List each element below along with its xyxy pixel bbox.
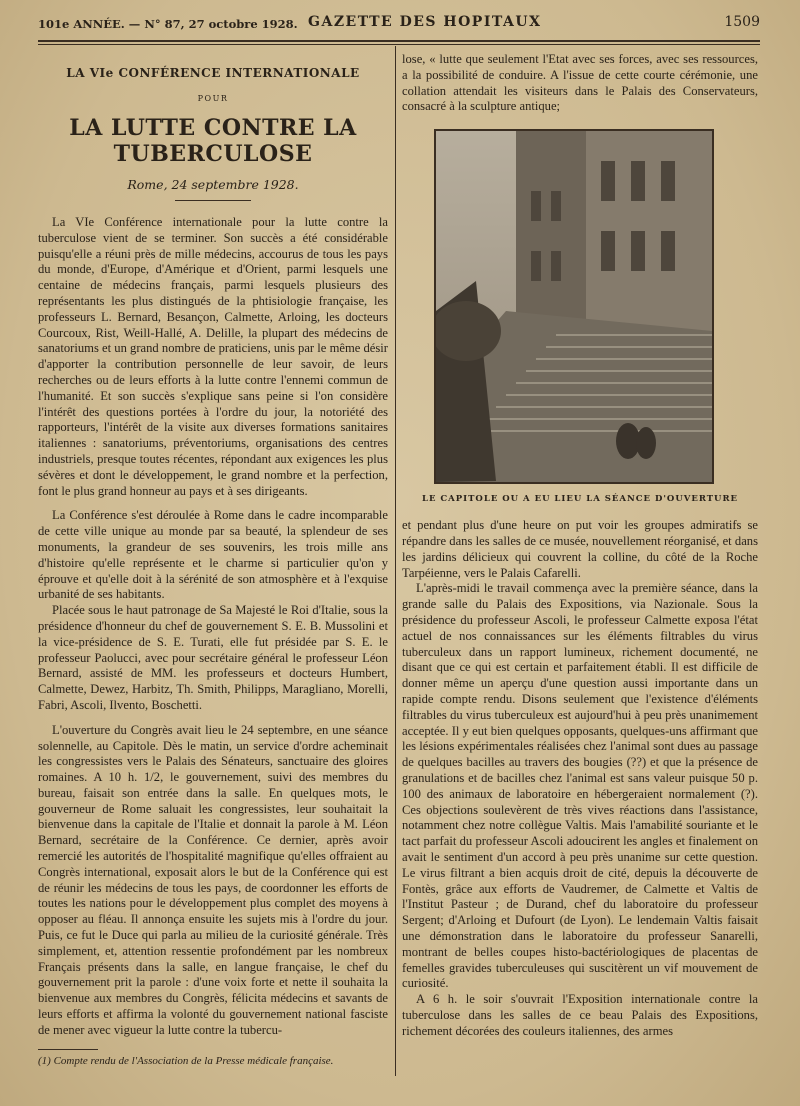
paragraph-1: La VIe Conférence internationale pour la lutte contre la tuberculose vient de se terminer. Son succès a été considérable puisqu'elle a réuni près de mille médecins, accourus de tous les pays du monde, d'Europe, d'Amérique et d'Orient, parmi lesquels une centaine de médecins français, parmi lesquels plusieurs des représentants les plus distingués de la phtisiologie française, les professeurs L. Bernard, Besançon, Calmette, Arloing, les docteurs Courcoux, Rist, Weill-Hallé, A. Delille, la plupart des médecins de sanatoriums et un grand nombre de praticiens, unis par le même désir d'apporter la contribution personnelle de leur savoir, de leurs recherches ou de leurs efforts à la lutte contre l'ennemi commun de l'humanité. Et son succès s'explique sans peine si l'on considère l'intérêt des questions portées à l'ordre du jour, la notoriété des rapporteurs, l'intérêt de la visite aux diverses formations sanitaires italiennes : sanatoriums, préventoriums, organisations des centres industriels, presque toutes récentes, répondant aux exigences les plus sévères et dont le développement, le grand nombre et la perfection, font le plus grand honneur au pays et à ses dirigeants.	[38, 215, 388, 498]
title-rule	[175, 200, 251, 201]
article-pour: POUR	[197, 94, 229, 103]
article-title: LA LUTTE CONTRE LA TUBERCULOSE	[69, 115, 357, 167]
paragraph-3: Placée sous le haut patronage de Sa Majesté le Roi d'Italie, sous la présidence d'honneur du chef de gouvernement S. E. B. Mussolini et la vice-présidence de S. E. Turati, elle fut présidée par S. E. le professeur Paolucci, avec pour secrétaire général le professeur Léon Bernard, assisté de MM. les professeurs et docteurs Humbert, Calmette, Dewez, Harbitz, Th. Smith, Philipps, Maragliano, Morelli, Fabri, Ascoli, Ilvento, Boschetti.	[38, 603, 388, 712]
issue-info: 101e ANNÉE. — N° 87, 27 octobre 1928.	[38, 17, 298, 31]
header-rule-thin	[38, 44, 760, 45]
right-paragraph-1: lose, « lutte que seulement l'Etat avec ses forces, avec ses ressources, a la possibilité de conduire. A l'issue de cette courte cérémonie, une collation attendait les visiteurs dans le Palais des Conservateurs, consacré à la sculpture antique;	[402, 52, 758, 114]
capitol-photo	[434, 129, 714, 484]
header-rule	[38, 40, 760, 42]
right-column	[402, 48, 758, 1039]
journal-title: GAZETTE DES HOPITAUX	[308, 14, 542, 30]
page-number: 1509	[724, 14, 760, 30]
photo-caption: LE CAPITOLE OU A EU LIEU LA SÉANCE D'OUVERTURE	[421, 494, 739, 505]
article-kicker: LA VIe CONFÉRENCE INTERNATIONALE	[66, 66, 360, 80]
paragraph-4: L'ouverture du Congrès avait lieu le 24 septembre, en une séance solennelle, au Capitole. Dès le matin, un service d'ordre acheminait les congressistes vers le Palais des Sénateurs, sanctuaire des gloires romaines. A 10 h. 1/2, le gouvernement, suivi des membres du bureau, faisait son entrée dans la salle. En quelques mots, le gouverneur de Rome saluait les congressistes, leur souhaitait la bienvenue dans la capitale de l'Italie et donnait la parole à M. Léon Bernard, secrétaire de la Conférence. Ce dernier, après avoir remercié les autorités de l'hospitalité magnifique qu'elles offraient au Congrès international, exposait alors le but de la Conférence qui est de réunir les médecins de tous les pays, de coordonner les efforts de toutes les nations pour le développement plus complet des moyens à opposer au fléau. Il annonça ensuite les sujets mis à l'ordre du jour. Puis, ce fut le Duce qui parla au milieu de la curiosité générale. Très simplement, et, attention ressentie profondément par les nombreux Français présents dans la salle, en langue française, le chef du gouvernement prit la parole : d'une voix forte et nette il souhaita la bienvenue aux membres du Congrès, félicita médecins et savants de leurs efforts et affirma la volonté du gouvernement national fasciste de mener avec vigueur la lutte contre la tubercu-	[38, 722, 388, 1037]
right-paragraph-4: A 6 h. le soir s'ouvrait l'Exposition internationale contre la tuberculose dans les salles de ce beau Palais des Expositions, richement décorées des couleurs italiennes, des armes	[402, 992, 758, 1038]
left-column	[38, 48, 388, 1068]
right-paragraph-2: et pendant plus d'une heure on put voir les groupes admiratifs se répandre dans les salles de ce musée, nouvellement réorganisé, et dans les jardins délicieux qui couvrent la colline, du côté de la Roche Tarpéienne, vers le Palais Cafarelli.	[402, 518, 758, 580]
capitol-stairs-image	[436, 131, 712, 482]
article-dateline: Rome, 24 septembre 1928.	[127, 177, 299, 192]
right-paragraph-3: L'après-midi le travail commença avec la première séance, dans la grande salle du Palais des Expositions, via Nazionale. Sous la présidence du professeur Ascoli, le professeur Calmette exposa l'état actuel de nos connaissances sur les éléments filtrables du virus tuberculeux dans un rapport lumineux, richement documenté, ne disant que ce qui est certain et parfaitement établi. Il est difficile de donner même un aperçu d'une question aussi importante dans un rapide compte rendu. Disons seulement que l'existence d'éléments filtrables du virus tuberculeux est aujourd'hui à peu près unanimement acceptée. Il y eut bien quelques opposants, quelques-uns affirmant que les lésions expérimentales réalisées chez l'animal sont dues au passage de quelques bacilles au travers des bougies (??) et que la présence de granulations et de bacilles chez l'animal est sans valeur puisque 50 p. 100 des animaux de laboratoire en hébergeraient normalement (?). Ces objections soulevèrent de très vives réactions dans l'assistance, notamment chez notre collègue Valtis. Mais l'amabilité souriante et le tact parfait du professeur Ascoli adoucirent les angles et finalement on avait le sentiment d'un accord à peu près unanime sur cette question. Le virus filtrant a bien acquis droit de cité, depuis la découverte de Fontès, grâce aux efforts de Vaudremer, de Calmette et Valtis de l'Institut Pasteur ; de Durand, chef du laboratoire du professeur Sergent; d'Arloing et Dufourt (de Lyon). Le lendemain Valtis faisait une démonstration dans le laboratoire du professeur Sanarelli, montrant de belles coupes histo-bactériologiques de placentas de femelles gravides tuberculeuses qui suscitèrent un vif mouvement de curiosité.	[402, 581, 758, 991]
footnote-rule	[38, 1049, 98, 1050]
footnote: (1) Compte rendu de l'Association de la Presse médicale française.	[38, 1054, 334, 1067]
paragraph-2: La Conférence s'est déroulée à Rome dans le cadre incomparable de cette ville unique au monde par sa beauté, la splendeur de ses monuments, la grandeur de ses souvenirs, les trois mille ans d'histoire qu'elle représente et le charme si particulier qu'on y éprouve et qu'elle doit à la sérénité de son atmosphère et à l'exquise urbanité de ses habitants.	[38, 508, 388, 602]
page-header	[38, 12, 760, 38]
column-divider	[395, 46, 396, 1076]
